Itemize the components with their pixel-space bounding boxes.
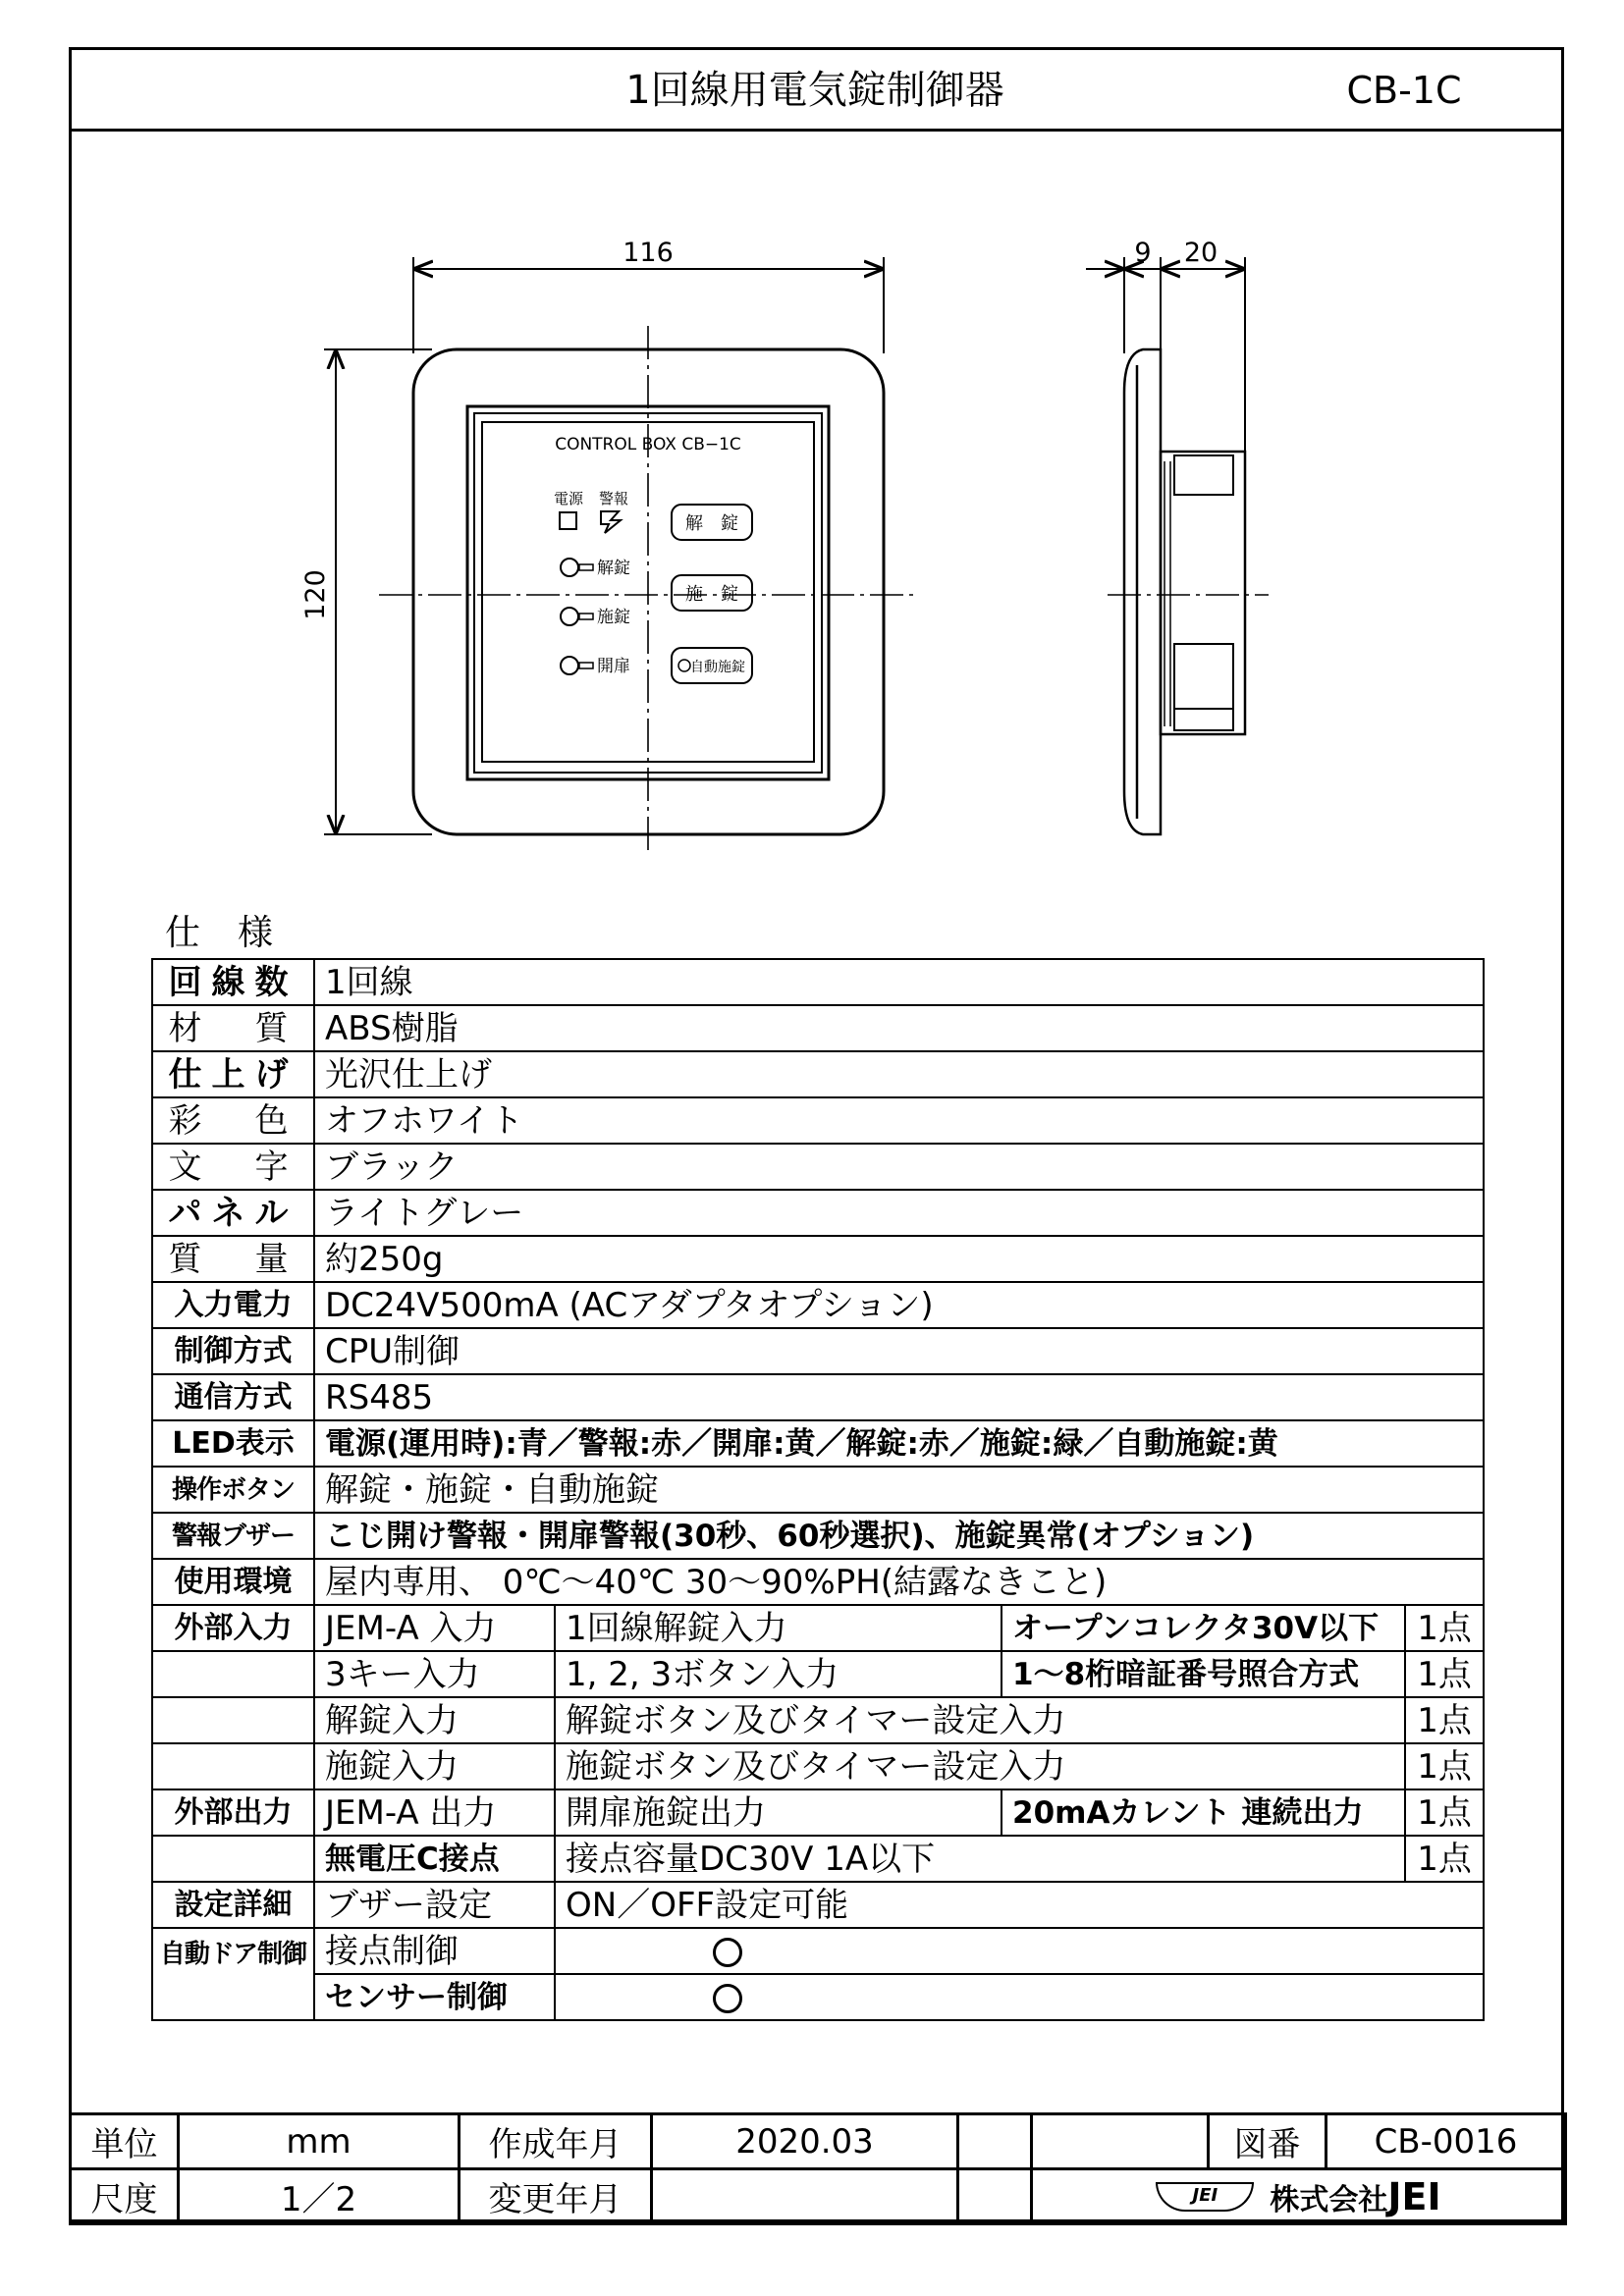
unit-value: mm <box>179 2114 460 2169</box>
spec-row <box>152 1097 1484 1144</box>
input-note: 1〜8桁暗証番号照合方式 <box>1001 1651 1405 1697</box>
spec-label: 使用環境 <box>152 1559 314 1605</box>
spec-value: 屋内専用、 0℃〜40℃ 30〜90%PH(結露なきこと) <box>314 1559 1484 1605</box>
depth-a-label: 9 <box>1134 238 1152 268</box>
empty-cell <box>958 2114 1032 2169</box>
circle-mark-icon <box>713 1984 742 2013</box>
title-block-row <box>71 2114 1566 2169</box>
spec-label: 自動ドア制御 <box>152 1928 314 2020</box>
changed-label: 変更年月 <box>460 2169 652 2224</box>
spec-label: 外部出力 <box>152 1789 314 1836</box>
input-qty: 1点 <box>1405 1743 1484 1789</box>
spec-label-empty <box>152 1697 314 1743</box>
spec-label: 制御方式 <box>152 1328 314 1374</box>
company-name-main: JEI <box>1387 2174 1441 2218</box>
output-qty: 1点 <box>1405 1789 1484 1836</box>
spec-row-external-output <box>152 1836 1484 1882</box>
alarm-led-label: 警報 <box>598 490 629 507</box>
spec-value: 光沢仕上げ <box>314 1051 1484 1097</box>
spec-label-empty <box>152 1836 314 1882</box>
width-label: 116 <box>623 238 674 268</box>
input-type: 施錠入力 <box>314 1743 555 1789</box>
unit-label: 単位 <box>71 2114 179 2169</box>
power-led <box>560 512 576 529</box>
spec-value: こじ開け警報・開扉警報(30秒、60秒選択)、施錠異常(オプション) <box>314 1513 1484 1559</box>
input-type: JEM-A 入力 <box>314 1605 555 1651</box>
spec-row-external-input <box>152 1651 1484 1697</box>
company-name <box>1270 2175 1440 2218</box>
spec-label: 設定詳細 <box>152 1882 314 1928</box>
spec-label: 警報ブザー <box>152 1513 314 1559</box>
input-desc: 1, 2, 3ボタン入力 <box>555 1651 1001 1697</box>
depth-dimension <box>1086 257 1245 452</box>
output-qty: 1点 <box>1405 1836 1484 1882</box>
output-note: 20mAカレント 連続出力 <box>1001 1789 1405 1836</box>
created-value: 2020.03 <box>652 2114 958 2169</box>
spec-value: 1回線 <box>314 959 1484 1005</box>
settings-value: ON／OFF設定可能 <box>555 1882 1484 1928</box>
spec-row-external-input <box>152 1743 1484 1789</box>
product-drawing <box>0 0 1624 903</box>
jei-logo-icon: JEI <box>1156 2182 1254 2212</box>
input-qty: 1点 <box>1405 1697 1484 1743</box>
auto-lock-button-label: 自動施錠 <box>690 660 745 675</box>
spec-row <box>152 1282 1484 1328</box>
spec-label: 材 質 <box>152 1005 314 1051</box>
unlock-button-label: 解 錠 <box>685 513 738 534</box>
spec-value: ブラック <box>314 1144 1484 1190</box>
spec-label: LED表示 <box>152 1420 314 1467</box>
lock-button-label: 施 錠 <box>685 584 738 605</box>
spec-label: 文 字 <box>152 1144 314 1190</box>
lock-button <box>672 575 752 611</box>
door-control-value <box>555 1928 1484 1974</box>
unlock-button <box>672 505 752 540</box>
output-desc: 開扉施錠出力 <box>555 1789 1001 1836</box>
side-view <box>1124 349 1245 834</box>
door-control-type: 接点制御 <box>314 1928 555 1974</box>
input-desc: 解錠ボタン及びタイマー設定入力 <box>555 1697 1405 1743</box>
spec-label: パネル <box>152 1190 314 1236</box>
indicator-label-lock: 施錠 <box>597 608 630 627</box>
spec-row-door-control <box>152 1974 1484 2020</box>
spec-label: 操作ボタン <box>152 1467 314 1513</box>
door-control-value <box>555 1974 1484 2020</box>
output-type: 無電圧C接点 <box>314 1836 555 1882</box>
panel-header: CONTROL BOX CB−1C <box>555 435 741 454</box>
spec-row <box>152 1559 1484 1605</box>
power-led-label: 電源 <box>553 490 584 507</box>
spec-row <box>152 1467 1484 1513</box>
created-label: 作成年月 <box>460 2114 652 2169</box>
model-number: CB-1C <box>1346 69 1462 112</box>
scale-label: 尺度 <box>71 2169 179 2224</box>
spec-value: ライトグレー <box>314 1190 1484 1236</box>
spec-row-external-output <box>152 1789 1484 1836</box>
spec-label: 彩 色 <box>152 1097 314 1144</box>
title-block-row <box>71 2169 1566 2224</box>
spec-value: RS485 <box>314 1374 1484 1420</box>
input-desc: 施錠ボタン及びタイマー設定入力 <box>555 1743 1405 1789</box>
spec-row <box>152 1051 1484 1097</box>
changed-value <box>652 2169 958 2224</box>
spec-label: 質 量 <box>152 1236 314 1282</box>
spec-value: 解錠・施錠・自動施錠 <box>314 1467 1484 1513</box>
spec-row <box>152 959 1484 1005</box>
spec-row <box>152 1144 1484 1190</box>
settings-type: ブザー設定 <box>314 1882 555 1928</box>
empty-cell <box>958 2169 1032 2224</box>
spec-label-empty <box>152 1743 314 1789</box>
spec-table <box>151 958 1485 2021</box>
spec-caption: 仕様 <box>165 913 311 953</box>
height-label: 120 <box>300 569 331 620</box>
spec-label: 回線数 <box>152 959 314 1005</box>
input-qty: 1点 <box>1405 1605 1484 1651</box>
output-desc: 接点容量DC30V 1A以下 <box>555 1836 1405 1882</box>
page-title: 1回線用電気錠制御器 <box>625 68 1004 113</box>
spec-row <box>152 1328 1484 1374</box>
spec-row <box>152 1513 1484 1559</box>
spec-label: 仕上げ <box>152 1051 314 1097</box>
spec-row <box>152 1190 1484 1236</box>
empty-cell <box>1032 2114 1209 2169</box>
circle-mark-icon <box>713 1938 742 1967</box>
spec-row-external-input <box>152 1605 1484 1651</box>
spec-value: DC24V500mA (ACアダプタオプション) <box>314 1282 1484 1328</box>
spec-row <box>152 1374 1484 1420</box>
indicator-led-door-open <box>561 657 593 674</box>
spec-label: 外部入力 <box>152 1605 314 1651</box>
spec-value: オフホワイト <box>314 1097 1484 1144</box>
spec-value: 約250g <box>314 1236 1484 1282</box>
spec-row <box>152 1005 1484 1051</box>
height-dimension <box>324 349 432 834</box>
scale-value: 1／2 <box>179 2169 460 2224</box>
lightning-icon <box>601 511 621 533</box>
auto-lock-button <box>672 648 752 683</box>
drawing-number-value: CB-0016 <box>1326 2114 1566 2169</box>
spec-row-external-input <box>152 1697 1484 1743</box>
drawing-number-label: 図番 <box>1209 2114 1326 2169</box>
indicator-led-lock <box>561 608 593 625</box>
output-type: JEM-A 出力 <box>314 1789 555 1836</box>
spec-value: 電源(運用時):青／警報:赤／開扉:黄／解錠:赤／施錠:緑／自動施錠:黄 <box>314 1420 1484 1467</box>
indicator-label-unlock: 解錠 <box>597 559 630 578</box>
spec-value: CPU制御 <box>314 1328 1484 1374</box>
spec-label: 通信方式 <box>152 1374 314 1420</box>
spec-label-empty <box>152 1651 314 1697</box>
spec-row-door-control <box>152 1928 1484 1974</box>
title-block <box>69 2112 1567 2225</box>
spec-row-settings <box>152 1882 1484 1928</box>
input-type: 3キー入力 <box>314 1651 555 1697</box>
spec-label: 入力電力 <box>152 1282 314 1328</box>
input-desc: 1回線解錠入力 <box>555 1605 1001 1651</box>
company-logo <box>1032 2169 1566 2224</box>
spec-row <box>152 1420 1484 1467</box>
indicator-led-unlock <box>561 559 593 576</box>
indicator-label-door-open: 開扉 <box>597 657 630 676</box>
spec-row <box>152 1236 1484 1282</box>
input-qty: 1点 <box>1405 1651 1484 1697</box>
input-note: オープンコレクタ30V以下 <box>1001 1605 1405 1651</box>
input-type: 解錠入力 <box>314 1697 555 1743</box>
depth-b-label: 20 <box>1183 238 1218 268</box>
company-prefix: 株式会社 <box>1270 2182 1388 2217</box>
spec-value: ABS樹脂 <box>314 1005 1484 1051</box>
door-control-type: センサー制御 <box>314 1974 555 2020</box>
